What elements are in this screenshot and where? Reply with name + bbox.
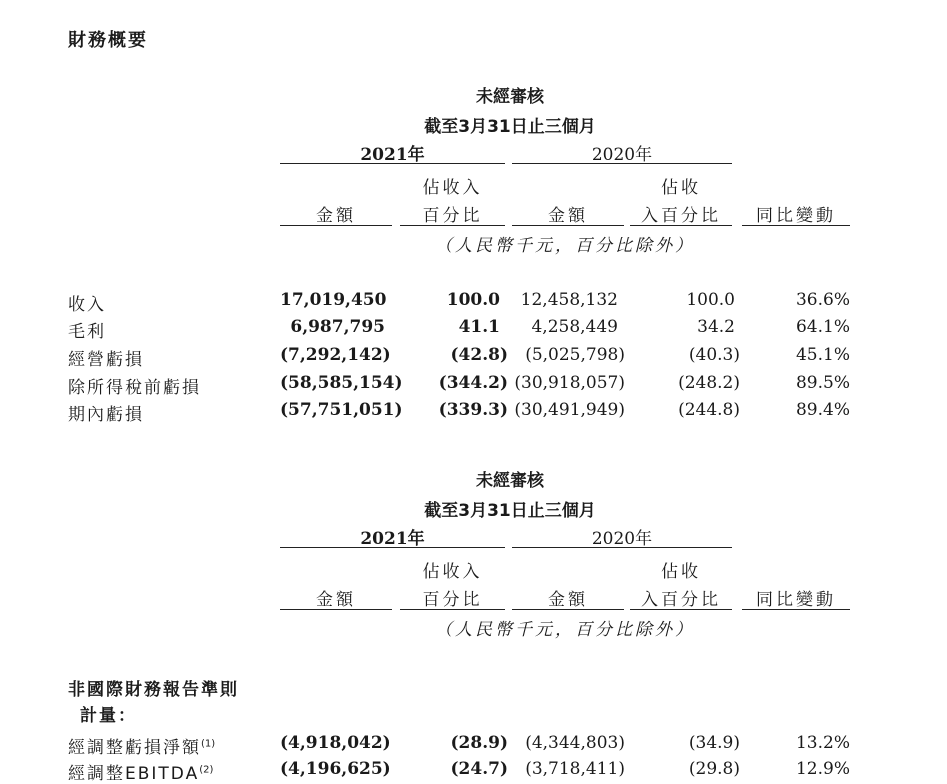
divider xyxy=(630,609,732,610)
divider xyxy=(512,225,624,226)
pct-2020: 100.0 xyxy=(686,290,735,310)
year-2020-label: 2020年 xyxy=(591,145,653,165)
yoy: 12.9% xyxy=(795,759,850,779)
pct-2021: 41.1 xyxy=(458,317,500,337)
divider xyxy=(280,163,505,164)
amount-2021: (58,585,154) xyxy=(280,373,403,393)
amount-2020: (3,718,411) xyxy=(525,759,625,779)
pct-2020: (244.8) xyxy=(678,400,740,420)
footnote-ref: (2) xyxy=(199,764,214,776)
pct-2021: (344.2) xyxy=(438,373,508,393)
section-title: 計量： xyxy=(80,706,137,726)
divider xyxy=(630,225,732,226)
divider xyxy=(400,225,505,226)
amount-2021: 17,019,450 xyxy=(280,290,387,310)
col-pct-2021-line1: 佔收入 xyxy=(422,178,483,198)
yoy: 13.2% xyxy=(795,733,850,753)
pct-2020: (40.3) xyxy=(688,345,740,365)
amount-2020: (30,491,949) xyxy=(514,400,625,420)
divider xyxy=(512,547,732,548)
divider xyxy=(742,225,850,226)
pct-2021: (24.7) xyxy=(450,759,508,779)
divider xyxy=(512,163,732,164)
amount-2021: 6,987,795 xyxy=(290,317,385,337)
amount-2021: (7,292,142) xyxy=(280,345,391,365)
page-title: 財務概要 xyxy=(68,30,148,51)
col-pct-2020-line2: 入百分比 xyxy=(641,590,721,610)
yoy: 45.1% xyxy=(795,345,850,365)
pct-2021: (339.3) xyxy=(438,400,508,420)
year-2021-label: 2021年 xyxy=(360,529,425,549)
row-label: 毛利 xyxy=(68,322,106,342)
pct-2020: 34.2 xyxy=(697,317,735,337)
audit-label: 未經審核 xyxy=(476,87,544,107)
unit-note: （人民幣千元，百分比除外） xyxy=(435,236,695,256)
divider xyxy=(280,225,392,226)
row-label: 收入 xyxy=(68,295,106,315)
col-yoy: 同比變動 xyxy=(756,206,836,226)
divider xyxy=(280,547,505,548)
amount-2020: 12,458,132 xyxy=(520,290,618,310)
col-amount-2021: 金額 xyxy=(316,590,356,610)
divider xyxy=(400,609,505,610)
row-label-text: 經調整虧損淨額 xyxy=(68,738,201,758)
pct-2021: 100.0 xyxy=(446,290,500,310)
footnote-ref: (1) xyxy=(201,738,216,750)
divider xyxy=(512,609,624,610)
col-pct-2021-line2: 百分比 xyxy=(422,206,483,226)
pct-2020: (29.8) xyxy=(688,759,740,779)
amount-2020: 4,258,449 xyxy=(531,317,618,337)
amount-2021: (4,196,625) xyxy=(280,759,391,779)
audit-label: 未經審核 xyxy=(476,471,544,491)
amount-2020: (4,344,803) xyxy=(525,733,625,753)
year-2021-label: 2021年 xyxy=(360,145,425,165)
col-pct-2021-line1: 佔收入 xyxy=(422,562,483,582)
period-label: 截至3月31日止三個月 xyxy=(424,117,596,137)
divider xyxy=(280,609,392,610)
year-2020-label: 2020年 xyxy=(591,529,653,549)
pct-2020: (248.2) xyxy=(678,373,740,393)
row-label xyxy=(68,759,213,784)
period-label: 截至3月31日止三個月 xyxy=(424,501,596,521)
yoy: 89.4% xyxy=(795,400,850,420)
section-title: 非國際財務報告準則 xyxy=(68,680,239,700)
col-pct-2021-line2: 百分比 xyxy=(422,590,483,610)
row-label: 經營虧損 xyxy=(68,350,144,370)
col-amount-2021: 金額 xyxy=(316,206,356,226)
col-yoy: 同比變動 xyxy=(756,590,836,610)
divider xyxy=(742,609,850,610)
col-amount-2020: 金額 xyxy=(548,590,588,610)
col-pct-2020-line1: 佔收 xyxy=(661,178,701,198)
amount-2020: (5,025,798) xyxy=(525,345,625,365)
unit-note: （人民幣千元，百分比除外） xyxy=(435,620,695,640)
amount-2020: (30,918,057) xyxy=(514,373,625,393)
row-label: 期內虧損 xyxy=(68,405,144,425)
row-label-text: 經調整EBITDA xyxy=(68,764,200,784)
yoy: 36.6% xyxy=(795,290,850,310)
row-label xyxy=(68,733,215,758)
yoy: 89.5% xyxy=(795,373,850,393)
row-label: 除所得稅前虧損 xyxy=(68,378,201,398)
col-pct-2020-line2: 入百分比 xyxy=(641,206,721,226)
pct-2021: (42.8) xyxy=(450,345,508,365)
col-amount-2020: 金額 xyxy=(548,206,588,226)
col-pct-2020-line1: 佔收 xyxy=(661,562,701,582)
pct-2021: (28.9) xyxy=(450,733,508,753)
amount-2021: (4,918,042) xyxy=(280,733,391,753)
yoy: 64.1% xyxy=(795,317,850,337)
amount-2021: (57,751,051) xyxy=(280,400,403,420)
pct-2020: (34.9) xyxy=(688,733,740,753)
